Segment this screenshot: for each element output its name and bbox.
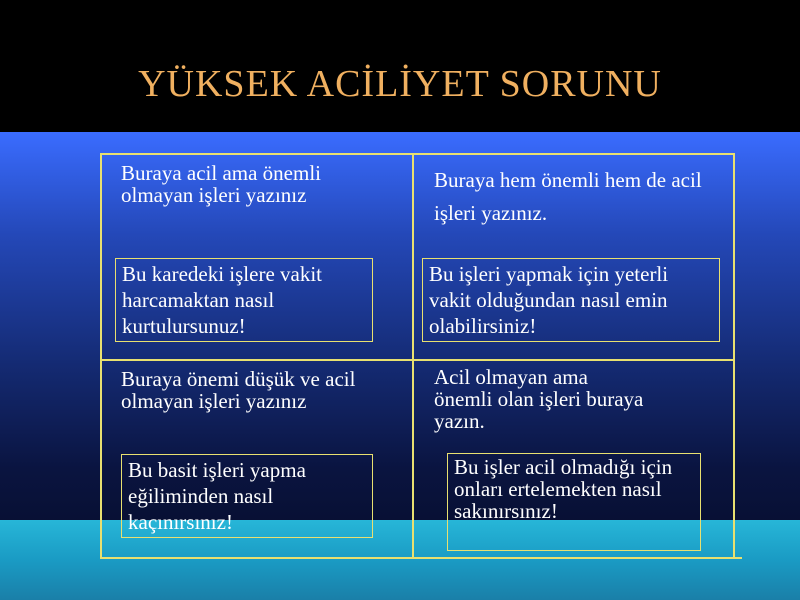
grid-middle-line (100, 359, 735, 361)
grid-right-line (733, 153, 735, 559)
quadrant-top-left-question: Bu karedeki işlere vakit harcamaktan nasıl kurtulursunuz! (115, 258, 373, 342)
quadrant-bottom-right-instruction: Acil olmayan ama önemli olan işleri buraya yazın. (434, 365, 644, 433)
slide-title: YÜKSEK ACİLİYET SORUNU (138, 63, 662, 105)
quadrant-bottom-left-question: Bu basit işleri yapma eğiliminden nasıl kaçınırsınız! (121, 454, 373, 538)
quadrant-top-right-question: Bu işleri yapmak için yeterli vakit olduğundan nasıl emin olabilirsiniz! (422, 258, 720, 342)
grid-top-line (100, 153, 735, 155)
grid-center-line (412, 153, 414, 559)
quadrant-top-left-instruction: Buraya acil ama önemli olmayan işleri yazınız (121, 161, 322, 207)
grid-bottom-line (100, 557, 742, 559)
quadrant-bottom-right-question: Bu işler acil olmadığı için onları ertelemekten nasıl sakınırsınız! (447, 453, 701, 551)
grid-left-line (100, 153, 102, 559)
quadrant-bottom-left-instruction: Buraya önemi düşük ve acil olmayan işleri yazınız (121, 367, 356, 413)
quadrant-top-right-instruction: Buraya hem önemli hem de acil işleri yazınız. (434, 168, 702, 225)
